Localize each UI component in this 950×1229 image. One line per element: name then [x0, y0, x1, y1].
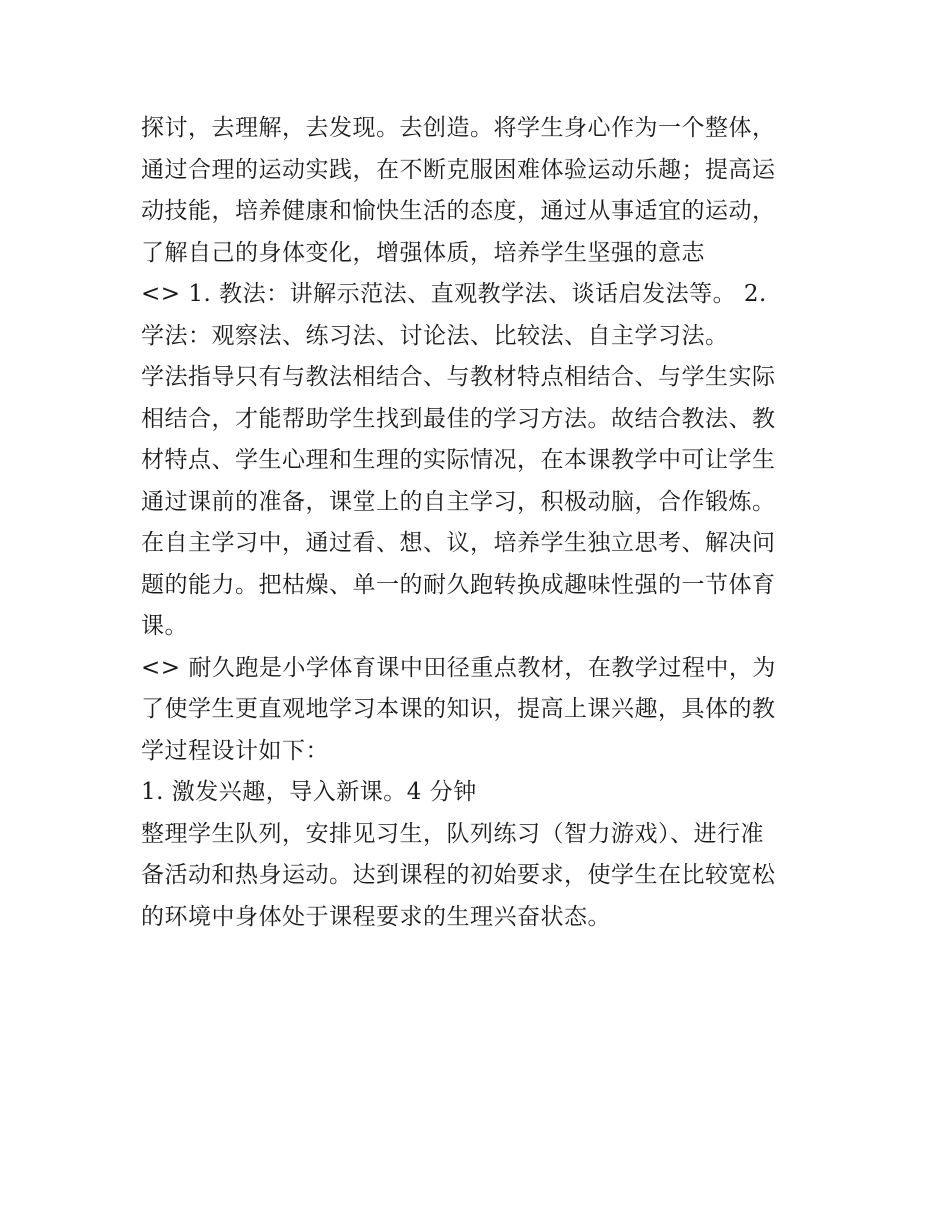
text-line: 在自主学习中，通过看、想、议，培养学生独立思考、解决问 — [141, 530, 776, 556]
text-line: <> 耐久跑是小学体育课中田径重点教材，在教学过程中，为 — [141, 654, 776, 681]
text-line: 通过课前的准备，课堂上的自主学习，积极动脑，合作锻炼。 — [141, 488, 776, 515]
body-text — [141, 108, 821, 938]
text-line: 整理学生队列，安排见习生，队列练习（智力游戏）、进行准 — [141, 820, 764, 847]
text-line: 探讨，去理解，去发现。去创造。将学生身心作为一个整体， — [141, 115, 776, 141]
text-line: 材特点、学生心理和生理的实际情况，在本课教学中可让学生 — [141, 447, 776, 473]
text-line: 了解自己的身体变化，增强体质，培养学生坚强的意志 — [141, 239, 705, 266]
text-line: 1. 激发兴趣，导入新课。4 分钟 — [141, 779, 477, 805]
text-line: 备活动和热身运动。达到课程的初始要求，使学生在比较宽松 — [141, 862, 776, 888]
text-line: 了使学生更直观地学习本课的知识，提高上课兴趣，具体的教 — [141, 696, 776, 722]
text-line: 相结合，才能帮助学生找到最佳的学习方法。故结合教法、教 — [141, 405, 776, 432]
text-line: 动技能，培养健康和愉快生活的态度，通过从事适宜的运动， — [141, 198, 776, 224]
text-line: 学法指导只有与教法相结合、与教材特点相结合、与学生实际 — [141, 364, 776, 390]
text-line: 课。 — [141, 613, 188, 639]
text-line: 题的能力。把枯燥、单一的耐久跑转换成趣味性强的一节体育 — [141, 571, 776, 598]
text-line: 的环境中身体处于课程要求的生理兴奋状态。 — [141, 903, 611, 930]
text-line: <> 1. 教法：讲解示范法、直观教学法、谈话启发法等。 2. — [141, 281, 767, 307]
text-line: 通过合理的运动实践，在不断克服困难体验运动乐趣；提高运 — [141, 156, 776, 183]
text-line: 学法：观察法、练习法、讨论法、比较法、自主学习法。 — [141, 322, 729, 349]
text-line: 学过程设计如下： — [141, 737, 329, 764]
